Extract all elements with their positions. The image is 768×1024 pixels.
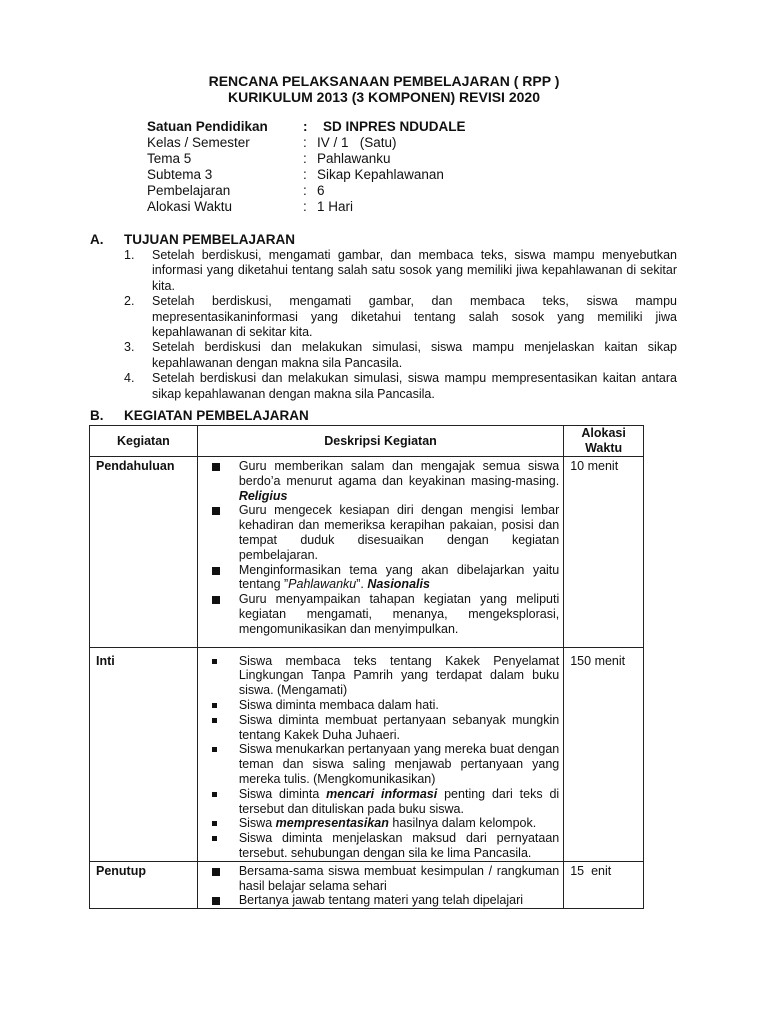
item-text: Bertanya jawab tentang materi yang telah dipelajari: [238, 893, 524, 908]
list-text: Setelah berdiskusi dan melakukan simulasi, siswa mampu mempresentasikan kaitan antara sikap kepahlawanan dengan makna sila Pancasila.: [152, 371, 677, 401]
document-subtitle: KURIKULUM 2013 (3 KOMPONEN) REVISI 2020: [228, 89, 540, 105]
row-description: [197, 861, 563, 908]
identity-colon: :: [303, 135, 307, 150]
square-bullet-icon: [212, 567, 220, 575]
row-description: [197, 457, 563, 648]
identity-value: IV / 1 (Satu): [317, 135, 397, 150]
list-text: Setelah berdiskusi, mengamati gambar, dan membaca teks, siswa mampu menyebutkan informasi yang diketahui tentang salah satu sosok yang memiliki jiwa kepahlawanan di sekitar kita.: [152, 248, 677, 293]
identity-colon: :: [303, 199, 307, 214]
list-item: [204, 654, 559, 698]
list-item: [204, 713, 559, 743]
table-row: [90, 647, 644, 861]
identity-colon: :: [303, 119, 308, 134]
identity-row: [147, 151, 466, 167]
identity-value: Pahlawanku: [317, 151, 391, 166]
item-text: hasilnya dalam kelompok.: [392, 816, 537, 831]
identity-colon: :: [303, 167, 307, 182]
small-square-bullet-icon: [212, 792, 217, 797]
item-text: Siswa diminta: [238, 786, 320, 801]
small-square-bullet-icon: [212, 836, 217, 841]
list-text: Setelah berdiskusi dan melakukan simulasi, siswa mampu menjelaskan kaitan sikap kepahlawanan dengan makna sila Pancasila.: [152, 340, 677, 370]
identity-row: [147, 135, 466, 151]
small-square-bullet-icon: [212, 659, 217, 664]
item-emphasis: Religius: [238, 488, 288, 503]
list-number: 1.: [124, 248, 135, 262]
list-item: [204, 816, 559, 831]
small-square-bullet-icon: [212, 703, 217, 708]
row-time: 150 menit: [564, 647, 644, 861]
item-text: ”.: [356, 577, 364, 592]
identity-value: 6: [317, 183, 325, 198]
identity-row: [147, 119, 466, 135]
identity-label: Satuan Pendidikan: [147, 119, 268, 134]
small-square-bullet-icon: [212, 747, 217, 752]
small-square-bullet-icon: [212, 821, 217, 826]
row-time: 15 enit: [564, 861, 644, 908]
row-description: [197, 647, 563, 861]
objectives-list: [124, 248, 677, 402]
table-row: [90, 457, 644, 648]
identity-label: Kelas / Semester: [147, 135, 250, 150]
row-label-pendahuluan: Pendahuluan: [90, 457, 198, 648]
list-item: [204, 864, 559, 894]
list-item: [204, 893, 559, 908]
identity-row: [147, 167, 466, 183]
list-item: [124, 371, 677, 402]
list-item: [204, 459, 559, 503]
item-text: Menginformasikan tema yang akan dibelajarkan yaitu tentang ”: [238, 562, 560, 592]
square-bullet-icon: [212, 463, 220, 471]
row-time: 10 menit: [564, 457, 644, 648]
list-item: [204, 831, 559, 861]
item-text: Siswa menukarkan pertanyaan yang mereka buat dengan teman dan siswa saling menjawab pertanyaan yang mereka tulis. (Mengkomunikasikan): [238, 742, 560, 786]
list-item: [124, 248, 677, 294]
table-header-row: [90, 426, 644, 457]
activities-table: [89, 425, 644, 909]
list-item: [124, 294, 677, 340]
list-item: [204, 503, 559, 562]
item-emphasis: mencari informasi: [326, 786, 438, 801]
identity-colon: :: [303, 151, 307, 166]
square-bullet-icon: [212, 507, 220, 515]
row-label-penutup: Penutup: [90, 861, 198, 908]
identity-value: Sikap Kepahlawanan: [317, 167, 444, 182]
item-text: Guru mengecek kesiapan diri dengan mengisi lembar kehadiran dan memeriksa kerapihan pakaian, posisi dan tempat duduk disesuaikan dengan kegiatan pembelajaran.: [238, 503, 560, 562]
identity-row: [147, 183, 466, 199]
header-alokasi-line1: Alokasi: [581, 426, 626, 440]
document-title: RENCANA PELAKSANAAN PEMBELAJARAN ( RPP ): [208, 73, 560, 89]
list-number: 4.: [124, 371, 135, 386]
header-alokasi-line2: Waktu: [585, 441, 623, 455]
identity-value: SD INPRES NDUDALE: [323, 119, 466, 134]
identity-label: Alokasi Waktu: [147, 199, 233, 214]
identity-colon: :: [303, 183, 307, 198]
table-row: [90, 861, 644, 908]
list-item: [204, 742, 559, 786]
list-number: 3.: [124, 340, 135, 355]
item-text: penting dari teks di tersebut dan dituliskan pada buku siswa.: [238, 786, 560, 816]
header-deskripsi: Deskripsi Kegiatan: [197, 426, 563, 457]
list-item: [204, 592, 559, 636]
item-italic: Pahlawanku: [288, 577, 357, 592]
item-text: Siswa diminta menjelaskan maksud dari pernyataan tersebut. sehubungan dengan sila ke lima Pancasila.: [238, 831, 560, 860]
list-text: Setelah berdiskusi, mengamati gambar, dan membaca teks, siswa mampu mepresentasikaninformasi yang diketahui tentang salah sosok yang memiliki jiwa kepahlawanan di sekitar kita.: [152, 294, 677, 340]
small-square-bullet-icon: [212, 718, 217, 723]
header-kegiatan: Kegiatan: [90, 426, 198, 457]
item-text: Siswa: [238, 816, 273, 831]
identity-value: 1 Hari: [317, 199, 354, 214]
item-text: Siswa membaca teks tentang Kakek Penyelamat Lingkungan Tanpa Pamrih yang terdapat dalam buku siswa. (Mengamati): [238, 653, 560, 698]
list-item: [124, 340, 677, 371]
item-text: Bersama-sama siswa membuat kesimpulan / rangkuman hasil belajar selama sehari: [238, 863, 560, 893]
section-letter: B.: [90, 408, 104, 423]
section-letter: A.: [90, 232, 104, 247]
identity-label: Tema 5: [147, 151, 192, 166]
list-number: 2.: [124, 294, 135, 309]
row-label-inti: Inti: [90, 647, 198, 861]
item-emphasis: Nasionalis: [367, 577, 430, 592]
identity-label: Pembelajaran: [147, 183, 231, 198]
identity-block: [147, 119, 466, 215]
section-title: TUJUAN PEMBELAJARAN: [124, 232, 296, 247]
identity-row: [147, 199, 466, 215]
item-emphasis: mempresentasikan: [275, 816, 389, 831]
list-item: [204, 563, 559, 593]
item-text: Guru menyampaikan tahapan kegiatan yang meliputi kegiatan mengamati, menanya, mengeksplorasi, mengomunikasikan dan menyimpulkan.: [238, 592, 560, 636]
square-bullet-icon: [212, 868, 220, 876]
header-alokasi: [564, 426, 644, 457]
square-bullet-icon: [212, 596, 220, 604]
list-item: [204, 787, 559, 817]
item-text: Siswa diminta membaca dalam hati.: [238, 697, 439, 712]
item-text: Siswa diminta membuat pertanyaan sebanyak mungkin tentang Kakek Duha Juhaeri.: [238, 712, 560, 742]
item-text: Guru memberikan salam dan mengajak semua siswa berdo’a menurut agama dan keyakinan masing-masing.: [238, 459, 560, 488]
list-item: [204, 698, 559, 713]
identity-label: Subtema 3: [147, 167, 213, 182]
square-bullet-icon: [212, 897, 220, 905]
section-title: KEGIATAN PEMBELAJARAN: [124, 408, 309, 423]
